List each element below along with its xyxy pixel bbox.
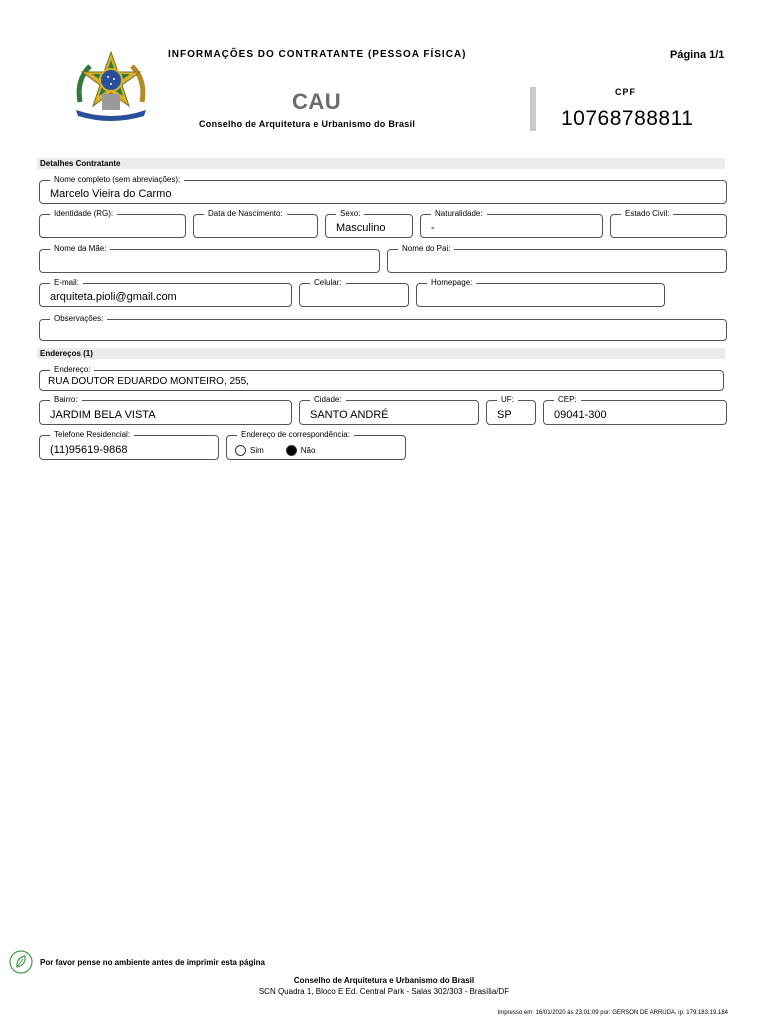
estado-civil-label: Estado Civil: xyxy=(621,209,673,219)
radio-sim[interactable] xyxy=(235,445,246,456)
data-nascimento-label: Data de Nascimento: xyxy=(204,209,287,219)
cidade-field xyxy=(299,395,479,425)
endereco-correspondencia-field xyxy=(226,430,406,460)
correspondencia-radio-group xyxy=(235,445,337,456)
sexo-field xyxy=(325,209,413,238)
estado-civil-field xyxy=(610,209,727,238)
radio-nao[interactable] xyxy=(286,445,297,456)
nome-mae-label: Nome da Mãe: xyxy=(50,244,110,254)
nome-pai-label: Nome do Pai: xyxy=(398,244,454,254)
radio-nao-label: Não xyxy=(300,446,316,455)
uf-label: UF: xyxy=(497,395,518,405)
bairro-field xyxy=(39,395,292,425)
email-label: E-mail: xyxy=(50,278,83,288)
eco-leaf-icon xyxy=(9,950,33,974)
celular-field xyxy=(299,278,409,307)
sexo-label: Sexo: xyxy=(336,209,364,219)
nome-completo-value: Marcelo Vieira do Carmo xyxy=(50,188,172,200)
telefone-residencial-value: (11)95619-9868 xyxy=(50,444,128,456)
sexo-value: Masculino xyxy=(336,222,386,234)
org-short-name: CAU xyxy=(292,89,342,114)
section-enderecos: Endereços (1) xyxy=(37,348,725,359)
cidade-label: Cidade: xyxy=(310,395,346,405)
page-number: Página 1/1 xyxy=(670,49,725,61)
radio-sim-label: Sim xyxy=(250,446,264,455)
footer-org-name: Conselho de Arquitetura e Urbanismo do Brasil xyxy=(293,976,475,985)
footer-address: SCN Quadra 1, Bloco E Ed. Central Park - Salas 302/303 - Brasília/DF xyxy=(258,987,510,996)
org-full-name: Conselho de Arquitetura e Urbanismo do Brasil xyxy=(199,119,416,129)
observacoes-label: Observações: xyxy=(50,314,107,324)
cidade-value: SANTO ANDRÉ xyxy=(310,409,389,421)
bairro-label: Bairro: xyxy=(50,395,82,405)
identidade-field xyxy=(39,209,186,238)
naturalidade-value: - xyxy=(431,222,435,234)
brazil-coat-of-arms-emblem xyxy=(72,50,150,124)
nome-completo-field xyxy=(39,175,727,204)
identidade-label: Identidade (RG): xyxy=(50,209,117,219)
cep-field xyxy=(543,395,727,425)
cep-value: 09041-300 xyxy=(554,409,607,421)
bairro-value: JARDIM BELA VISTA xyxy=(50,409,156,421)
uf-value: SP xyxy=(497,409,512,421)
cep-label: CEP: xyxy=(554,395,581,405)
telefone-residencial-field xyxy=(39,430,219,460)
data-nascimento-field xyxy=(193,209,318,238)
telefone-residencial-label: Telefone Residencial: xyxy=(50,430,134,440)
naturalidade-field xyxy=(420,209,603,238)
nome-completo-label: Nome completo (sem abreviações): xyxy=(50,175,184,185)
section-detalhes-contratante: Detalhes Contratante xyxy=(37,158,725,169)
cpf-label: CPF xyxy=(615,87,636,97)
celular-label: Celular: xyxy=(310,278,346,288)
printed-info: Impresso em: 16/01/2020 às 23:01:09 por: GERSON DE ARRUDA, ip: 179.183.19.184 xyxy=(497,1010,728,1016)
nome-pai-field xyxy=(387,244,727,273)
uf-field xyxy=(486,395,536,425)
endereco-label: Endereço: xyxy=(50,365,94,375)
endereco-value: RUA DOUTOR EDUARDO MONTEIRO, 255, xyxy=(48,376,249,387)
endereco-field xyxy=(39,365,724,391)
eco-note: Por favor pense no ambiente antes de imprimir esta página xyxy=(40,958,265,967)
cpf-value: 10768788811 xyxy=(561,107,694,130)
cpf-divider xyxy=(530,87,536,131)
observacoes-field xyxy=(39,314,727,341)
homepage-field xyxy=(416,278,665,307)
homepage-label: Homepage: xyxy=(427,278,476,288)
email-field xyxy=(39,278,292,307)
nome-mae-field xyxy=(39,244,380,273)
endereco-correspondencia-label: Endereço de correspondência: xyxy=(237,430,354,440)
naturalidade-label: Naturalidade: xyxy=(431,209,487,219)
document-title: INFORMAÇÕES DO CONTRATANTE (PESSOA FÍSICA) xyxy=(168,49,467,60)
email-value: arquiteta.pioli@gmail.com xyxy=(50,291,177,303)
